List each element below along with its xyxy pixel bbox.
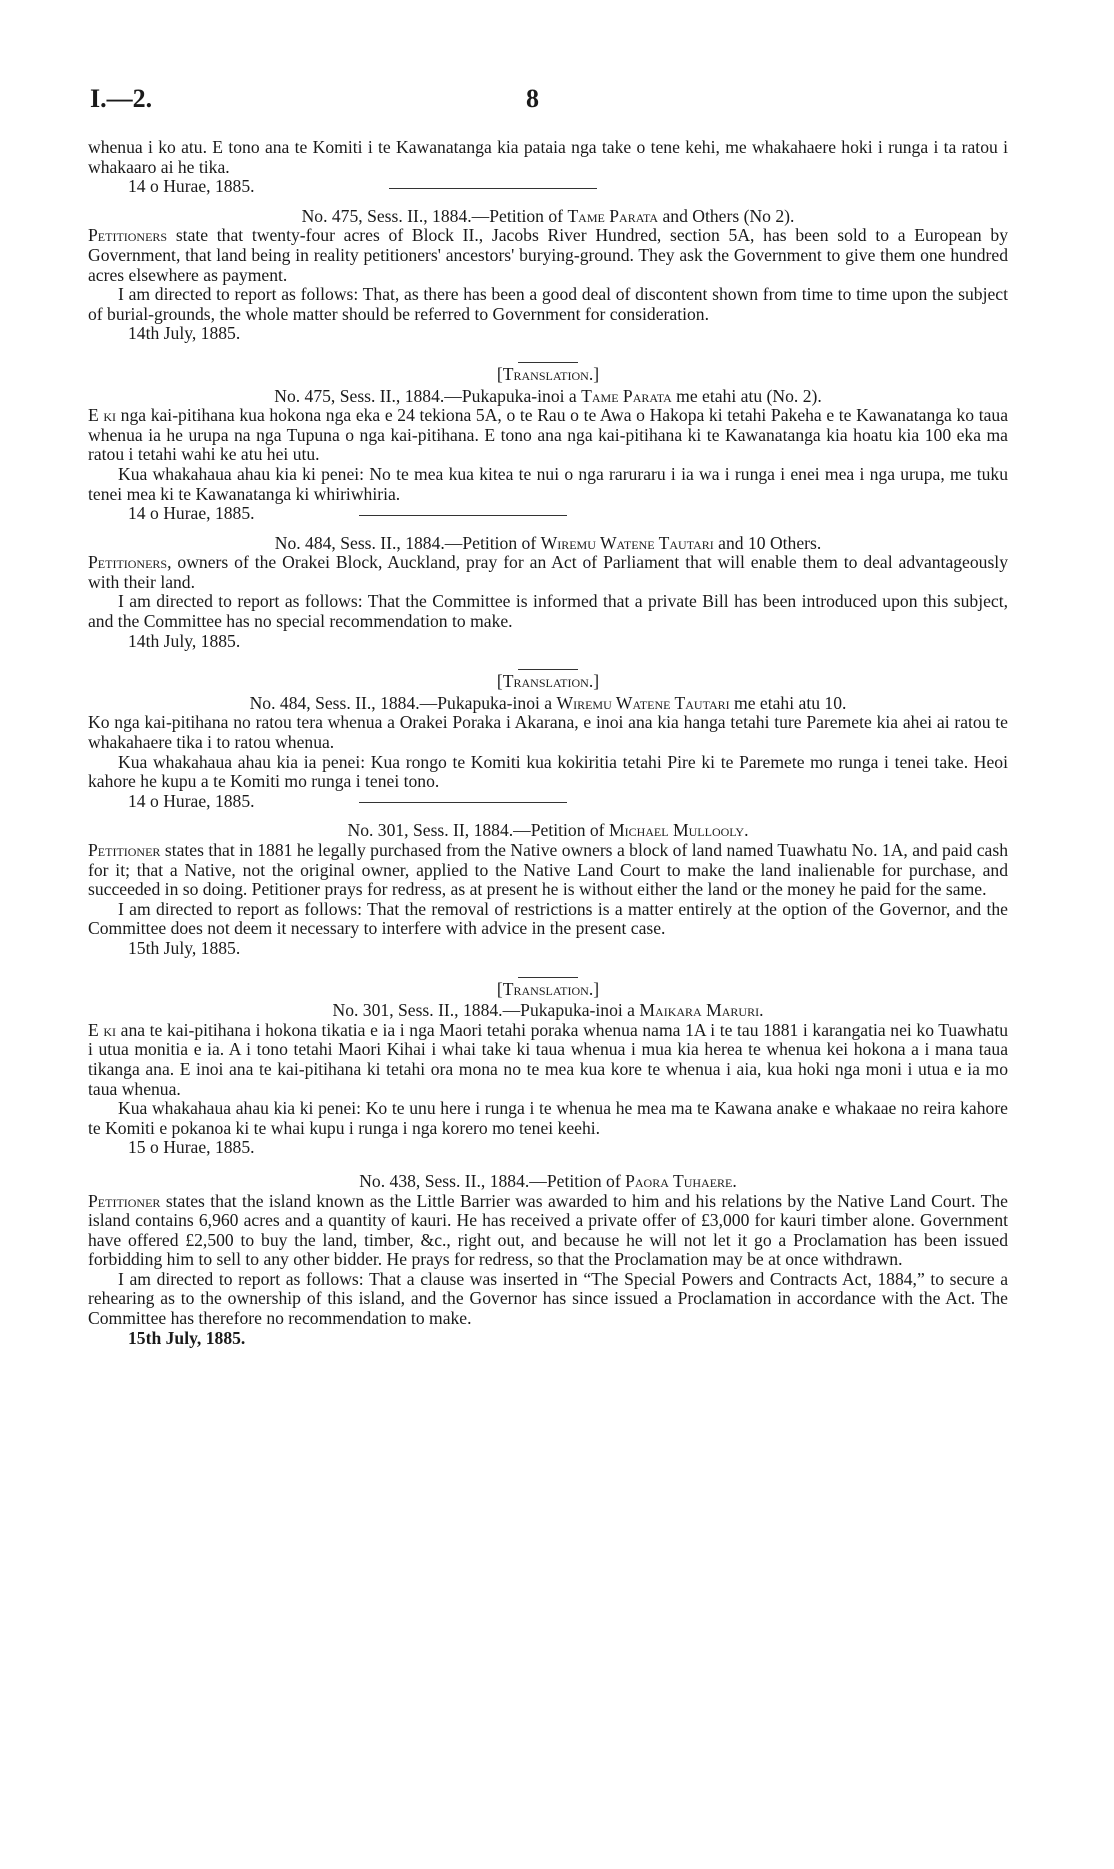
translation-petitioner-name: Maikara Maruri: [639, 1000, 760, 1021]
document-body: [88, 138, 1008, 1348]
intro-date-row: [88, 177, 1008, 197]
translation-lead-word: E ki: [88, 1019, 117, 1040]
continuation-paragraph: whenua i ko atu. E tono ana te Komiti i te Kawanatanga kia pataia nga take o tene kehi, me whakahaere hoki i runga i ta ratou i whakaaro ai he tika.: [88, 137, 1008, 177]
translation-label: [Translation.]: [496, 363, 600, 384]
translation-date: 14 o Hurae, 1885.: [128, 503, 255, 524]
report-date: 14th July, 1885.: [128, 323, 241, 344]
translation-lead-word: E ki: [88, 405, 117, 426]
translation-date-row: [88, 504, 1008, 524]
petition-heading-number: No. 438, Sess. II., 1884.—Petition of: [359, 1170, 626, 1191]
petition-438: [88, 1172, 1008, 1348]
petition-heading: [88, 821, 1008, 841]
translation-label: [Translation.]: [496, 978, 600, 999]
petition-lead-word: Petitioners: [88, 225, 168, 246]
petitioner-name: Michael Mullooly: [608, 820, 745, 841]
petition-statement: [88, 1192, 1008, 1270]
translation-label: [Translation.]: [496, 671, 600, 692]
translation-date: 14 o Hurae, 1885.: [128, 790, 255, 811]
petitioner-name: Tame Parata: [567, 205, 659, 226]
petition-heading-suffix: and 10 Others.: [713, 532, 822, 553]
translation-date: 15 o Hurae, 1885.: [128, 1137, 255, 1158]
petition-heading-suffix: .: [732, 1170, 737, 1191]
translation-heading-number: No. 475, Sess. II., 1884.—Pukapuka-inoi a: [274, 385, 582, 406]
petition-heading: [88, 534, 1008, 554]
petition-statement-text: states that the island known as the Little Barrier was awarded to him and his relations by the Native Land Court. The island contains 6,960 acres and a quantity of kauri. He has received a private offer of £3,000 for kauri timber alone. Government have offered £2,500 to buy the land, timber, &c., right out, and because he will not let it go a Proclamation has been issued forbidding him to sell to any other bidder. He prays for redress, so that the Proclamation may be at once withdrawn.: [88, 1190, 1008, 1270]
petitioner-name: Paora Tuhaere: [625, 1170, 733, 1191]
translation-divider: [518, 669, 578, 670]
petition-statement: [88, 841, 1008, 900]
report-date: 15th July, 1885.: [128, 1327, 246, 1348]
petition-heading-number: No. 301, Sess. II, 1884.—Petition of: [347, 820, 609, 841]
petition-475: [88, 207, 1008, 524]
report-date: 14th July, 1885.: [128, 630, 241, 651]
translation-statement-text: nga kai-pitihana kua hokona nga eka e 24 tekiona 5A, o te Rau o te Awa o Hakopa ki tetahi Pakeha e te Kawanatanga ko taua whenua ia he urupa na nga Tupuna o nga kai-pitihana. E tono ana nga kai-pitihana ki te Kawanatanga kia hoatu kia 100 eka ma ratou i tetahi wahi ke atu hei utu.: [88, 405, 1008, 465]
petition-statement-text: state that twenty-four acres of Block II., Jacobs River Hundred, section 5A, has been sold to a European by Government, that land being in reality petitioners' ancestors' burying-ground. They ask the Government to give them one hundred acres elsewhere as payment.: [88, 225, 1008, 285]
translation-divider: [518, 362, 578, 363]
section-divider: [359, 802, 567, 803]
page-header: [90, 84, 1030, 124]
petition-lead-word: Petitioner: [88, 1190, 161, 1211]
translation-heading-suffix: me etahi atu 10.: [729, 692, 847, 713]
translation-statement-text: ana te kai-pitihana i hokona tikatia e ia i nga Maori tetahi poraka whenua nama 1A i te tau 1881 i karangatia nei ko Tuawhatu i utua monitia e ia. A i tono tetahi Maori Kihai i whai take ki taua whenua i mua kia herea te whenua kei hokona a i mana taua tikanga ana. E inoi ana te kai-pitihana ki tetahi ora mona no te mea kua kore te whenua i aia, kua hoki nga moni i utua e ia mo taua whenua.: [88, 1019, 1009, 1099]
petition-heading: [88, 207, 1008, 227]
translation-heading-number: No. 484, Sess. II., 1884.—Pukapuka-inoi a: [249, 692, 557, 713]
translation-statement: [88, 406, 1008, 465]
translation-statement: [88, 1021, 1008, 1099]
translation-report: Kua whakahaua ahau kia ki penei: Ko te unu here i runga i te whenua he mea ma te Kawana anake e whakaae no reira kahore te Komiti e pokanoa ki te whai kupu i runga i nga korero mo tenei keehi.: [88, 1098, 1008, 1138]
section-divider: [359, 515, 567, 516]
translation-heading-number: No. 301, Sess. II., 1884.—Pukapuka-inoi a: [332, 1000, 640, 1021]
committee-report: I am directed to report as follows: That the removal of restrictions is a matter entirely at the option of the Governor, and the Committee does not deem it necessary to interfere with advice in the present case.: [88, 898, 1008, 939]
translation-date-row: [88, 792, 1008, 812]
petition-heading-suffix: .: [744, 820, 749, 841]
petition-heading-number: No. 475, Sess. II., 1884.—Petition of: [301, 205, 568, 226]
translation-report: Kua whakahaua ahau kia ki penei: No te mea kua kitea te nui o nga raruraru i ia wa i runga i enei mea i nga urupa, me tuku tenei mea ki te Kawanatanga ki whiriwhiria.: [88, 463, 1008, 504]
petition-heading-suffix: and Others (No 2).: [658, 205, 795, 226]
petition-heading: [88, 1172, 1008, 1192]
petitioner-name: Wiremu Watene Tautari: [540, 532, 714, 553]
translation-divider: [518, 977, 578, 978]
translation-heading-suffix: .: [759, 1000, 764, 1021]
petition-lead-word: Petitioner: [88, 840, 161, 860]
translation-statement-text: Ko nga kai-pitihana no ratou tera whenua a Orakei Poraka i Akarana, e inoi ana kia hanga tetahi ture Paremete kia ahei ai ratou te whakahaere tika i to ratou whenua.: [88, 712, 1008, 753]
translation-petitioner-name: Tame Parata: [581, 385, 672, 406]
petition-301: [88, 821, 1008, 1158]
section-divider: [389, 188, 597, 189]
translation-statement: [88, 713, 1008, 752]
committee-report: I am directed to report as follows: That the Committee is informed that a private Bill has been introduced upon this subject, and the Committee has no special recommendation to make.: [88, 591, 1008, 632]
intro-date: 14 o Hurae, 1885.: [128, 176, 255, 197]
translation-petitioner-name: Wiremu Watene Tautari: [556, 692, 730, 713]
translation-report: Kua whakahaua ahau kia ia penei: Kua rongo te Komiti kua kokiritia tetahi Pire ki te Paremete mo runga i tenei take. Heoi kahore he kupu a te Komiti mo runga i tenei tono.: [88, 751, 1008, 792]
petition-lead-word: Petitioners: [88, 552, 168, 573]
petition-heading-number: No. 484, Sess. II., 1884.—Petition of: [274, 532, 541, 553]
petition-statement-text: , owners of the Orakei Block, Auckland, pray for an Act of Parliament that will enable them to deal advantageously with their land.: [88, 552, 1008, 592]
petition-statement: [88, 553, 1008, 592]
report-date: 15th July, 1885.: [128, 937, 241, 958]
petition-statement: [88, 226, 1008, 285]
translation-heading-suffix: me etahi atu (No. 2).: [671, 385, 822, 406]
translation-heading: [88, 694, 1008, 714]
translation-heading: [88, 387, 1008, 407]
committee-report: I am directed to report as follows: That a clause was inserted in “The Special Powers and Contracts Act, 1884,” to secure a rehearing as to the ownership of this island, and the Governor has since issued a Proclamation in accordance with the Act. The Committee has therefore no recommendation to make.: [88, 1268, 1008, 1329]
petition-484: [88, 534, 1008, 812]
translation-heading: [88, 1001, 1008, 1021]
parliamentary-paper-reference: I.—2.: [90, 84, 153, 113]
petition-statement-text: states that in 1881 he legally purchased from the Native owners a block of land named Tuawhatu No. 1A, and paid cash for it; that a Native, not the original owner, applied to the Native Land Court to make the land inalienable for purchase, and succeeded in so doing. Petitioner prays for redress, as at present he is without either the land or the money he paid for the same.: [88, 840, 1008, 900]
page-number: 8: [526, 84, 539, 113]
committee-report: I am directed to report as follows: That, as there has been a good deal of discontent shown from time to time upon the subject of burial-grounds, the whole matter should be referred to Government for consideration.: [88, 284, 1008, 324]
